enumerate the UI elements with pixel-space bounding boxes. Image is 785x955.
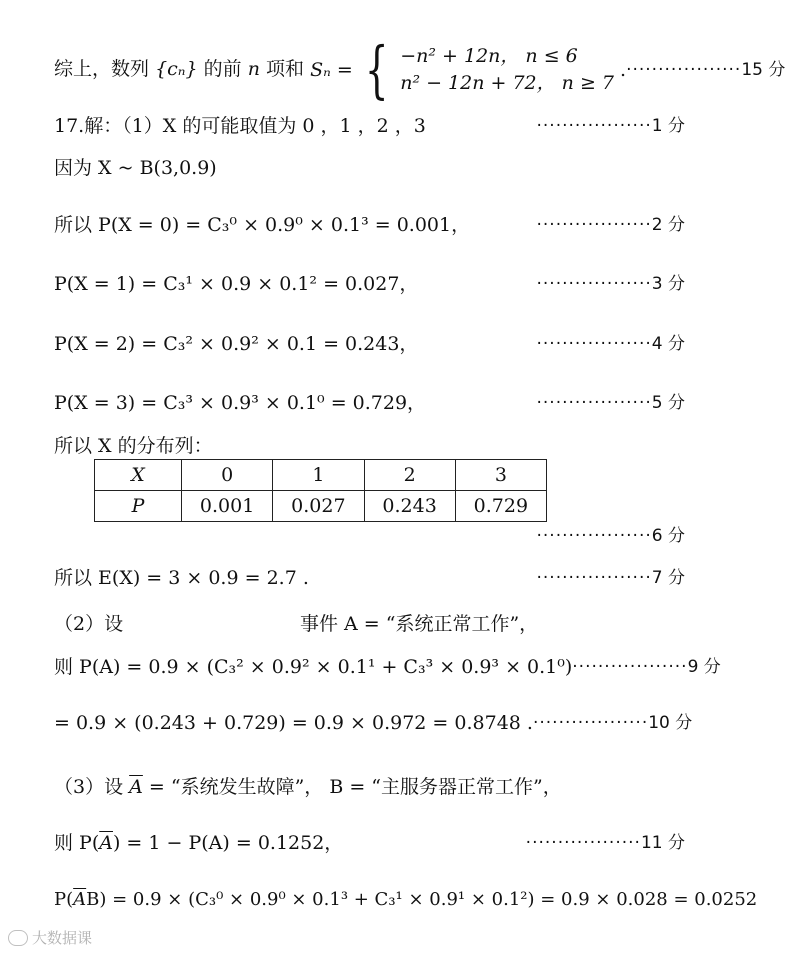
leader-dots: ·················· [525,832,641,853]
part3-events: = “系统发生故障”， B = “主服务器正常工作”， [148,775,562,798]
q17-header-line [54,114,685,138]
leader-dots: ·················· [626,59,742,80]
sequence-symbol: {cₙ} [155,58,198,80]
table-cell: 0.243 [364,491,455,522]
score-label: 6 分 [651,525,685,546]
period: . [620,58,627,81]
p0-formula: 所以 P(X = 0) = C₃⁰ × 0.9⁰ × 0.1³ = 0.001， [54,213,471,236]
piecewise-formula [310,33,627,107]
leader-dots: ·················· [572,656,688,677]
q17-header: 17.解：（1）X 的可能取值为 0 ，1 ，2 ，3 [54,114,426,137]
leader-dots: ·················· [536,214,652,235]
n-symbol: n [247,58,260,80]
p1-formula: P(X = 1) = C₃¹ × 0.9 × 0.1² = 0.027， [54,272,419,295]
p2-formula: P(X = 2) = C₃² × 0.9² × 0.1 = 0.243， [54,332,419,355]
watermark-logo-icon [8,930,28,946]
pabar-line [54,830,685,856]
p0-line [54,212,685,238]
score-5 [536,392,685,413]
summary-prefix: 综上，数列 [54,58,150,80]
pabarb-post: B) = 0.9 × (C₃⁰ × 0.9⁰ × 0.1³ + C₃¹ × 0.9¹ × 0.1²) = 0.9 × 0.028 = 0.0252 [86,889,758,910]
score-label: 9 分 [687,656,721,677]
part3-line [54,774,685,800]
expectation-formula: 所以 E(X) = 3 × 0.9 = 2.7 . [54,566,309,589]
watermark-text: 大数据课 [32,929,93,947]
summary-mid-text: 的前 [203,58,242,80]
score-4 [536,333,685,354]
score-label: 10 分 [648,712,693,733]
pa-formula: 则 P(A) = 0.9 × (C₃² × 0.9² × 0.1¹ + C₃³ × 0.9³ × 0.1⁰) [54,655,573,678]
pa-result: = 0.9 × (0.243 + 0.729) = 0.9 × 0.972 = 0.8748 . [54,711,533,734]
table-row [95,491,547,522]
watermark [8,927,92,948]
a-bar-symbol: $\overline{A}$ [129,775,143,798]
pabar-formula [54,831,344,854]
score-label: 4 分 [651,333,685,354]
score-1 [536,115,685,136]
table-cell: 0 [182,460,273,491]
leader-dots: ·················· [536,525,652,546]
table-row-header-p: P [95,491,182,522]
score-label: 2 分 [651,214,685,235]
left-brace: { [364,33,389,107]
a-bar-symbol: $\overline{A}$ [99,831,113,854]
sn-symbol: Sₙ = [310,58,353,81]
distribution-intro: 所以 X 的分布列： [54,434,213,457]
pabarb-formula [54,891,757,909]
score-2 [536,214,685,235]
score-label: 1 分 [651,115,685,136]
summary-mid-text-2: 项和 [266,58,305,80]
p3-line [54,390,685,416]
score-label: 7 分 [651,567,685,588]
pabarb-line [54,886,758,914]
summary-formula [54,33,627,107]
leader-dots: ·················· [536,333,652,354]
score-9 [572,656,721,677]
table-row-header-x: X [95,460,182,491]
part2-line [54,612,685,636]
leader-dots: ·················· [536,273,652,294]
score-6-line [54,524,685,548]
case-2: n² − 12n + 72， n ≥ 7 [400,72,615,94]
table-row [95,460,547,491]
event-a-definition: 事件 A = “系统正常工作”， [300,612,539,635]
leader-dots: ·················· [532,712,649,733]
binomial-statement: 因为 X ~ B(3,0.9) [54,156,217,179]
leader-dots: ·················· [536,392,652,413]
expectation-line [54,566,685,590]
p2-line [54,331,685,357]
distribution-table [94,459,547,522]
pa-line [54,654,721,680]
score-15 [626,59,785,80]
p1-line [54,271,685,297]
score-6 [536,525,685,546]
part3-label: （3）设 [54,775,124,798]
table-cell: 1 [273,460,364,491]
score-3 [536,273,685,294]
table-cell: 3 [455,460,546,491]
pa-result-line [54,710,693,736]
score-7 [536,567,685,588]
score-label: 11 分 [640,832,685,853]
part2-label: （2）设 [54,612,124,635]
table-cell: 0.729 [455,491,546,522]
score-label: 15 分 [741,59,785,80]
summary-line [54,33,785,107]
table-cell: 2 [364,460,455,491]
p3-formula: P(X = 3) = C₃³ × 0.9³ × 0.1⁰ = 0.729， [54,391,427,414]
leader-dots: ·················· [536,567,652,588]
pabar-pre: 则 P( [54,831,100,854]
score-label: 5 分 [651,392,685,413]
distribution-intro-line [54,434,685,458]
table-cell: 0.001 [182,491,273,522]
part3-definition [54,775,562,798]
table-cell: 0.027 [273,491,364,522]
leader-dots: ·················· [536,115,652,136]
binomial-line [54,156,685,180]
a-bar-symbol: $\overline{A}$ [73,889,87,910]
score-11 [525,832,685,853]
case-1: −n² + 12n， n ≤ 6 [400,45,578,67]
score-label: 3 分 [651,273,685,294]
pabarb-pre: P( [54,889,74,910]
pabar-post: ) = 1 − P(A) = 0.1252， [112,831,344,854]
cases [400,47,614,93]
score-10 [532,712,693,733]
